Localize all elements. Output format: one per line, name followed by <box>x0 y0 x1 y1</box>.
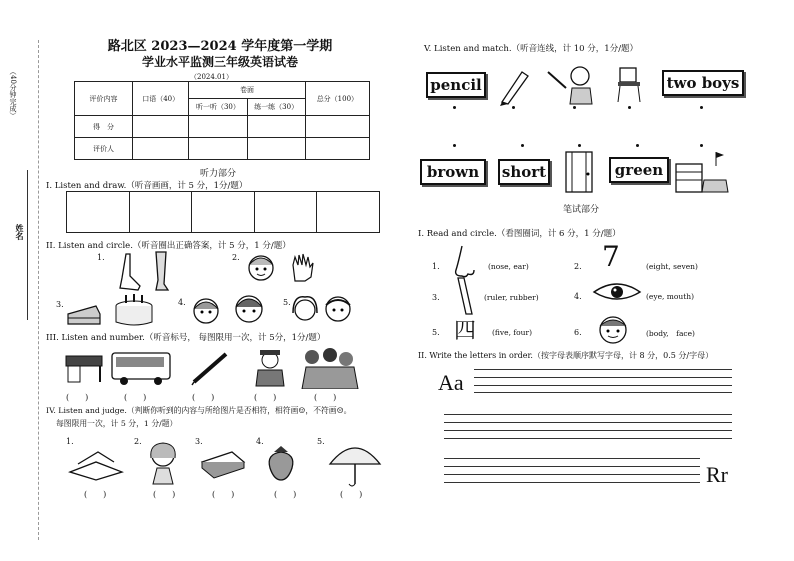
score-col-listen: 听一听（30） <box>189 99 247 116</box>
r1-options-2[interactable]: (eight, seven) <box>646 262 698 271</box>
r1-num-1: 1. <box>432 262 440 271</box>
school-icon[interactable] <box>672 150 730 194</box>
match-dot[interactable] <box>521 144 524 147</box>
r1-options-6[interactable]: (body, face) <box>646 329 695 338</box>
score-col-eval: 评价内容 <box>75 82 133 116</box>
eye-icon[interactable] <box>592 280 642 304</box>
books-icon[interactable] <box>68 448 124 482</box>
name-line <box>27 170 28 320</box>
section4-title-line1: IV. Listen and judge.（判断你听到的内容与所给图片是否相符，相符画☺，不符画☹。 <box>46 406 352 415</box>
r1-num-3: 3. <box>432 293 440 302</box>
score-cell <box>133 138 189 160</box>
word-card-green[interactable]: green <box>609 157 669 183</box>
pencil-case-icon[interactable] <box>198 448 248 480</box>
match-dot[interactable] <box>636 144 639 147</box>
r1-options-3[interactable]: (ruler, rubber) <box>484 293 539 302</box>
written-part-heading: 笔试部分 <box>563 205 600 215</box>
word-card-brown[interactable]: brown <box>420 159 486 185</box>
exam-title-line1: 路北区 2023—2024 学年度第一学期 <box>107 39 333 54</box>
writing-line[interactable] <box>444 474 700 475</box>
word-card-short[interactable]: short <box>498 159 550 185</box>
writing-line[interactable] <box>444 430 732 431</box>
girl-icon[interactable] <box>145 440 181 486</box>
score-cell <box>247 138 305 160</box>
writing-line[interactable] <box>474 369 732 370</box>
answer-paren[interactable]: ( ) <box>153 490 176 499</box>
s4-num-4: 4. <box>256 437 264 446</box>
seven-icon[interactable]: 7 <box>602 240 620 273</box>
leg-icon[interactable] <box>150 250 174 292</box>
answer-paren[interactable]: ( ) <box>212 490 235 499</box>
word-card-pencil[interactable]: pencil <box>426 72 486 98</box>
reading-section-title: I. Read and circle.（看图圈词，计 6 分，1 分/题） <box>418 229 621 239</box>
draw-box[interactable] <box>192 192 255 232</box>
umbrella-icon[interactable] <box>328 440 382 490</box>
writing-line[interactable] <box>444 422 732 423</box>
r1-options-1[interactable]: (nose, ear) <box>488 262 529 271</box>
letters-end: Rr <box>706 462 728 487</box>
match-dot[interactable] <box>512 106 515 109</box>
listening-part-heading: 听力部分 <box>200 169 237 179</box>
score-cell <box>247 116 305 138</box>
answer-paren[interactable]: ( ) <box>84 490 107 499</box>
answer-paren[interactable]: ( ) <box>66 393 89 402</box>
face-icon[interactable] <box>596 312 630 346</box>
draw-box[interactable] <box>67 192 130 232</box>
score-cell <box>189 138 247 160</box>
boy-face-icon[interactable] <box>322 291 354 325</box>
four-character-icon[interactable]: 四 <box>454 319 477 344</box>
match-dot[interactable] <box>700 144 703 147</box>
answer-paren[interactable]: ( ) <box>192 393 215 402</box>
crayon-icon[interactable] <box>496 66 530 106</box>
match-dot[interactable] <box>628 106 631 109</box>
r1-options-4[interactable]: (eye, mouth) <box>646 292 695 301</box>
desk-icon[interactable] <box>64 350 106 384</box>
writing-line[interactable] <box>444 482 700 483</box>
letters-start: Aa <box>438 370 464 395</box>
s2-num-2: 2. <box>232 253 240 262</box>
cake-slice-icon[interactable] <box>66 302 102 328</box>
section4-title-line2: 每图限用一次，计 5 分，1 分/题） <box>56 419 178 428</box>
r1-num-2: 2. <box>574 262 582 271</box>
score-cell <box>305 116 369 138</box>
s4-num-1: 1. <box>66 437 74 446</box>
s2-num-4: 4. <box>178 298 186 307</box>
name-label: 姓名 <box>15 224 25 240</box>
score-col-practice: 练一练（30） <box>247 99 305 116</box>
score-cell <box>133 116 189 138</box>
writing-line[interactable] <box>474 385 732 386</box>
word-card-two-boys[interactable]: two boys <box>662 70 744 96</box>
answer-paren[interactable]: ( ) <box>254 393 277 402</box>
writing-line[interactable] <box>444 466 700 467</box>
chair-icon[interactable] <box>614 66 644 104</box>
writing-line[interactable] <box>474 377 732 378</box>
match-dot[interactable] <box>578 144 581 147</box>
r1-num-6: 6. <box>574 328 582 337</box>
score-table <box>74 81 370 160</box>
strawberry-icon[interactable] <box>264 444 298 482</box>
s4-num-5: 5. <box>317 437 325 446</box>
score-row-rater: 评价人 <box>75 138 133 160</box>
score-cell <box>189 116 247 138</box>
section2-title: II. Listen and circle.（听音圈出正确答案，计 5 分，1 分/题） <box>46 241 291 251</box>
margin-divider <box>38 40 39 540</box>
girl-face-icon[interactable] <box>190 293 222 327</box>
section1-title: I. Listen and draw.（听音画画，计 5 分，1分/题） <box>46 181 248 191</box>
foot-icon[interactable] <box>112 252 142 292</box>
answer-paren[interactable]: ( ) <box>314 393 337 402</box>
s4-num-2: 2. <box>134 437 142 446</box>
s2-num-3: 3. <box>56 300 64 309</box>
match-dot[interactable] <box>573 106 576 109</box>
answer-paren[interactable]: ( ) <box>124 393 147 402</box>
writing-line[interactable] <box>474 392 732 393</box>
draw-box[interactable] <box>130 192 193 232</box>
nose-icon[interactable] <box>450 244 480 280</box>
score-col-paper: 卷面 <box>189 82 305 99</box>
time-note: （40分钟完成） <box>9 68 17 119</box>
score-col-total: 总分（100） <box>305 82 369 116</box>
match-dot[interactable] <box>453 144 456 147</box>
score-col-oral: 口语（40） <box>133 82 189 116</box>
girl-face-icon[interactable] <box>245 251 277 283</box>
r1-options-5[interactable]: (five, four) <box>492 328 533 337</box>
section3-title: III. Listen and number.（听音标号， 每图限用一次，计 5分，1分/题） <box>46 333 326 343</box>
match-dot[interactable] <box>453 106 456 109</box>
r1-num-4: 4. <box>574 292 582 301</box>
writing-line[interactable] <box>444 458 700 459</box>
writing-line[interactable] <box>444 414 732 415</box>
s4-num-3: 3. <box>195 437 203 446</box>
writing-line[interactable] <box>444 438 732 439</box>
family-icon[interactable] <box>298 345 360 389</box>
hand-icon[interactable] <box>289 251 317 283</box>
ruler-icon[interactable] <box>454 276 476 316</box>
boy-face-icon[interactable] <box>232 291 266 327</box>
teacher-icon[interactable] <box>544 62 600 106</box>
bus-icon[interactable] <box>110 349 174 387</box>
match-dot[interactable] <box>700 106 703 109</box>
door-icon[interactable] <box>562 150 596 194</box>
section5-title: V. Listen and match.（听音连线，计 10 分，1分/题） <box>424 44 639 54</box>
draw-boxes <box>66 191 380 233</box>
exam-date: （2024.01） <box>190 73 233 81</box>
police-officer-icon[interactable] <box>248 346 292 388</box>
writing-section-title: II. Write the letters in order.（按字母表顺序默写字母，计 8 分，0.5 分/字母） <box>418 351 714 360</box>
r1-num-5: 5. <box>432 328 440 337</box>
girl-face-icon[interactable] <box>291 293 319 325</box>
draw-box[interactable] <box>255 192 318 232</box>
s2-num-5: 5. <box>283 298 291 307</box>
birthday-cake-icon[interactable] <box>112 292 156 328</box>
s2-num-1: 1. <box>97 253 105 262</box>
pen-icon[interactable] <box>190 350 230 386</box>
draw-box[interactable] <box>317 192 379 232</box>
exam-title-line2: 学业水平监测三年级英语试卷 <box>141 55 298 69</box>
answer-paren[interactable]: ( ) <box>340 490 363 499</box>
score-cell <box>305 138 369 160</box>
score-row-score: 得 分 <box>75 116 133 138</box>
answer-paren[interactable]: ( ) <box>274 490 297 499</box>
